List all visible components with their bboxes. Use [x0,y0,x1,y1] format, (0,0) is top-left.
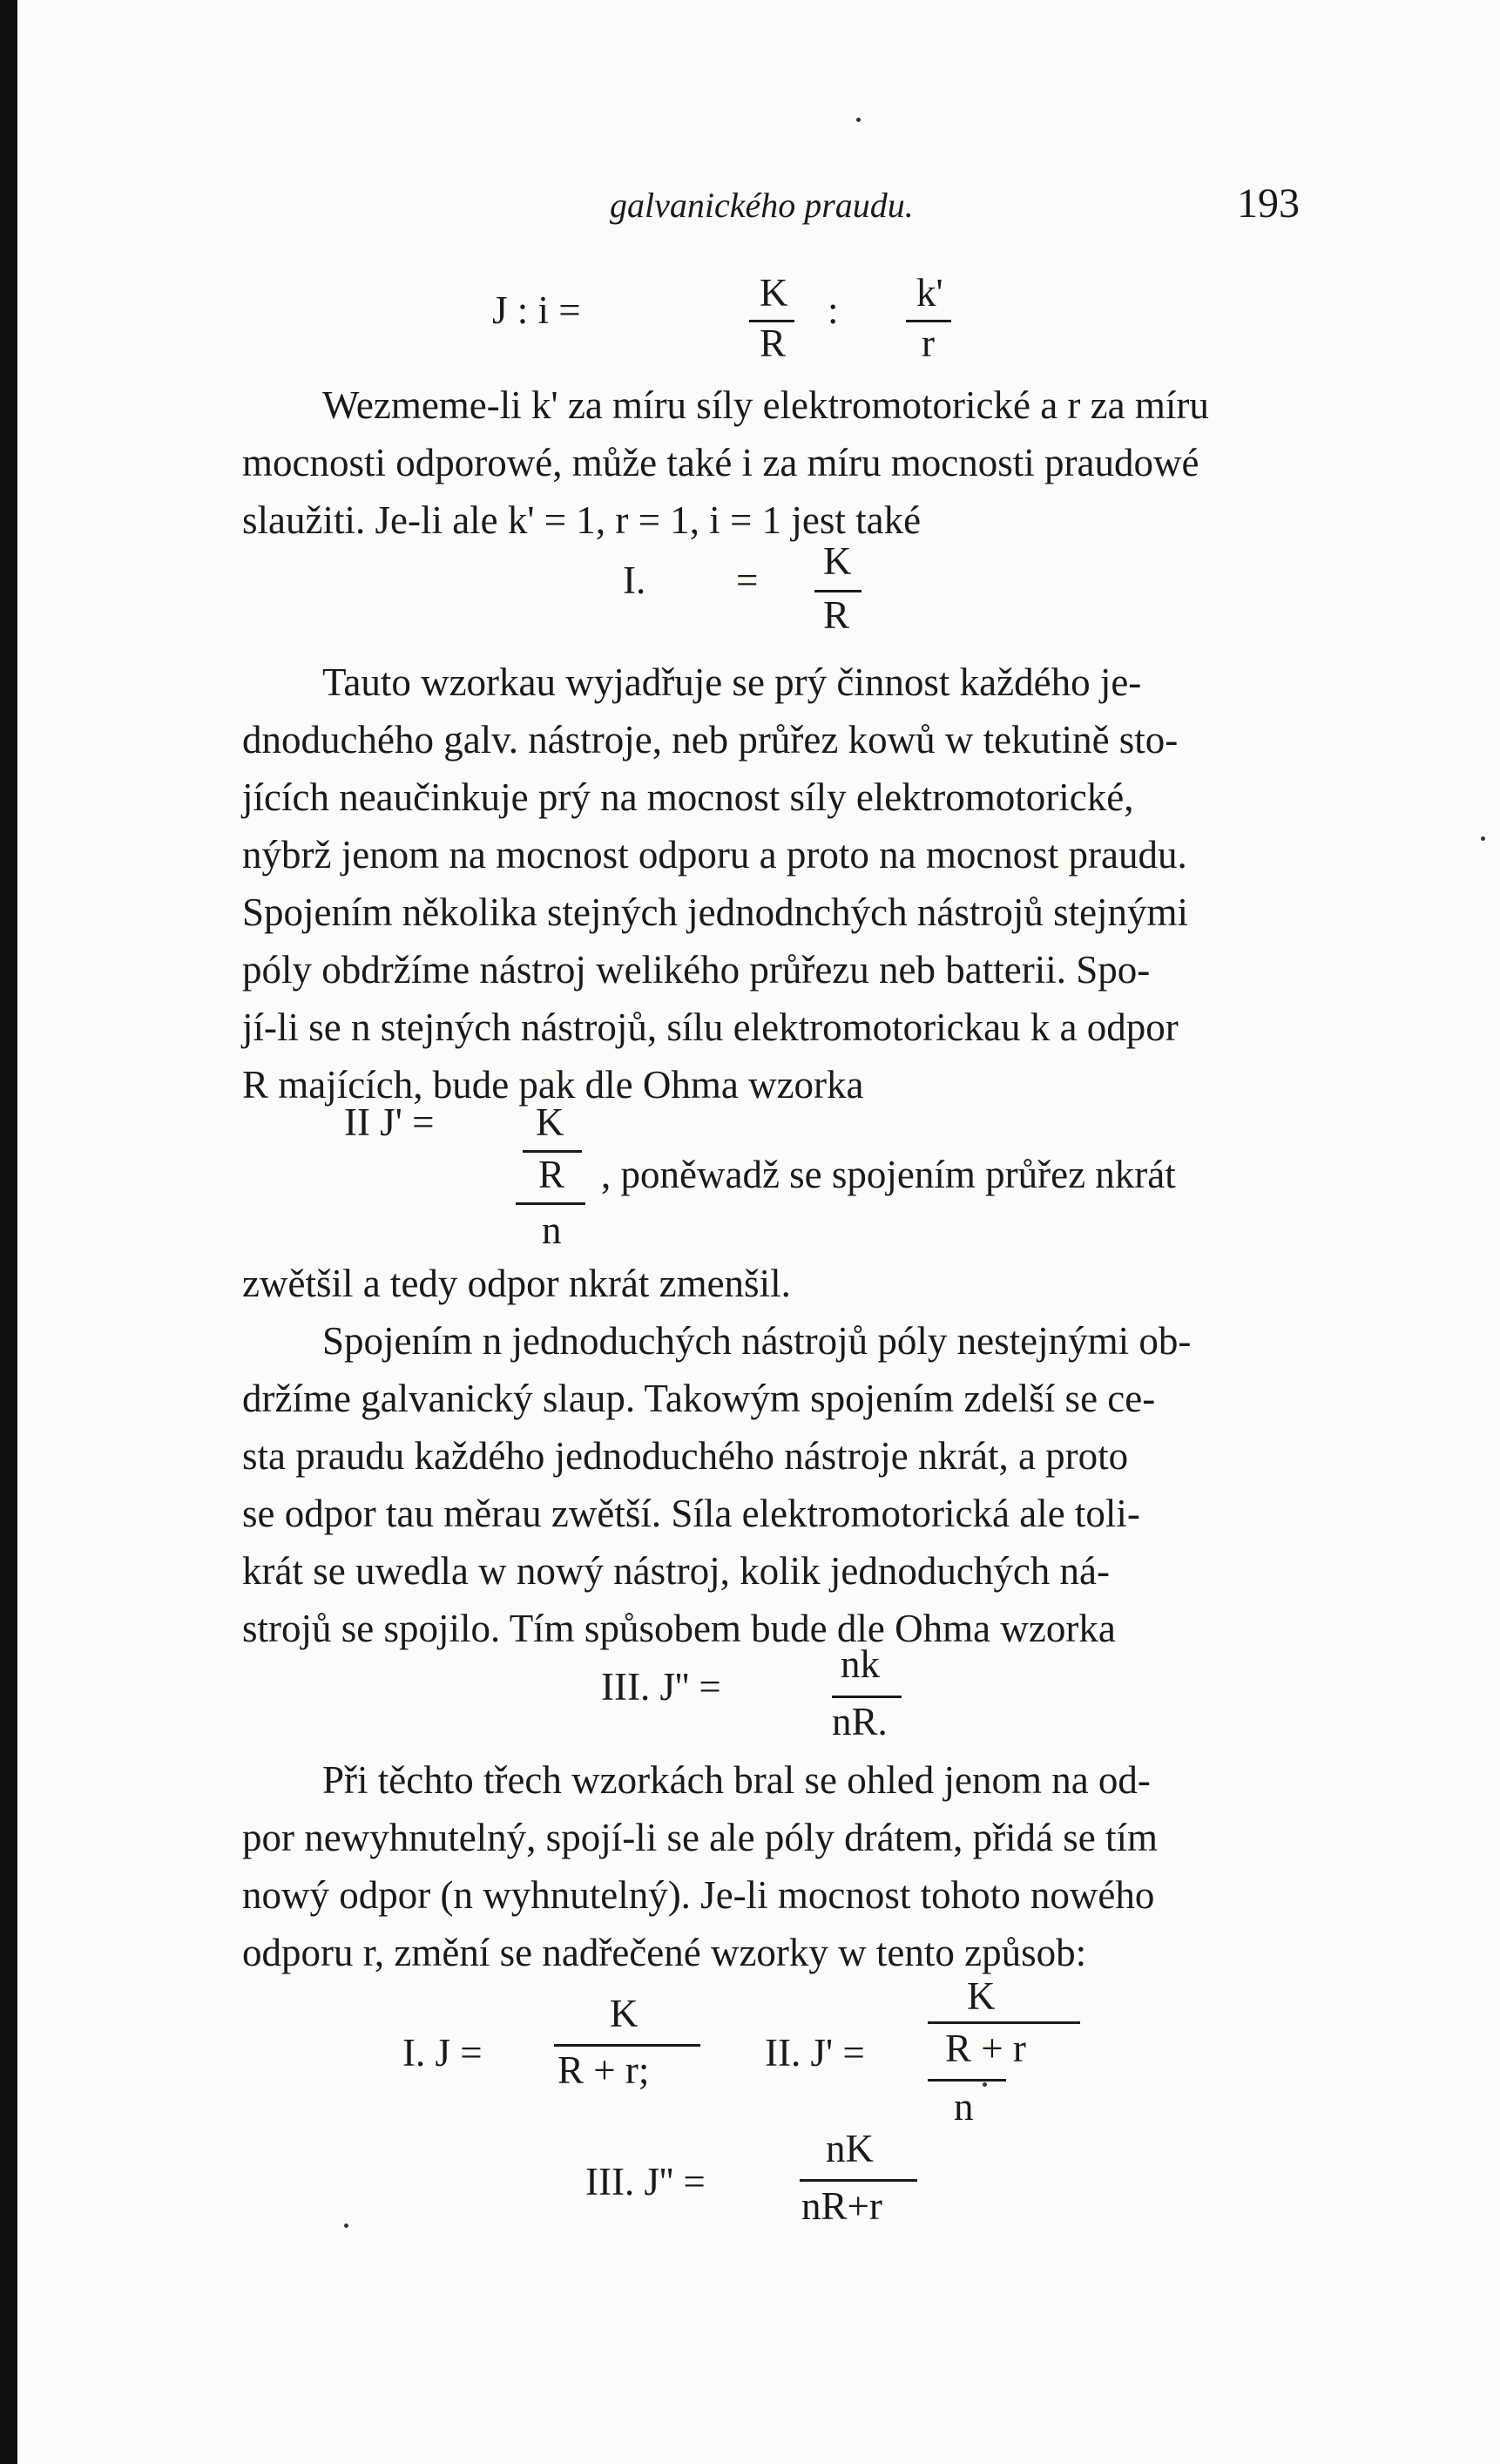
final-formula-III-label: III. J'' = [585,2160,706,2203]
text-line: nýbrž jenom na mocnost odporu a proto na mocnost praudu. [242,833,1187,877]
formula-ratio-den2: r [922,322,935,365]
final-formula-II-label: II. J' = [765,2031,865,2075]
text-line: se odpor tau měrau zwětší. Síla elektromotorická ale toli- [242,1492,1140,1535]
formula-I-label: I. [623,558,646,602]
formula-ratio-num2: k' [916,271,943,315]
running-title: galvanického praudu. [610,186,914,225]
formula-III-den: nR. [832,1700,888,1743]
text-line: jí-li se n stejných nástrojů, sílu elektromotorickau k a odpor [242,1005,1179,1049]
fraction-bar [516,1202,585,1205]
fraction-bar [554,2044,700,2047]
text-line: póly obdržíme nástroj welikého průřezu neb batterii. Spo- [242,948,1151,992]
final-formula-II-num: K [967,1974,996,2018]
final-formula-II-den: n [954,2085,974,2129]
formula-II-inner-den: R [538,1153,565,1196]
final-formula-I-den: R + r; [557,2048,650,2092]
fraction-bar [832,1696,902,1698]
print-speck [856,118,861,122]
final-formula-III-num: nK [826,2127,874,2170]
text-line: Spojením n jednoduchých nástrojů póly nestejnými ob- [322,1319,1192,1363]
formula-ratio-colon: : [828,288,839,332]
formula-I-num: K [823,539,852,583]
paragraph-2 [242,653,1314,1114]
formula-I-eq: = [736,558,759,602]
text-line: slaužiti. Je-li ale k' = 1, r = 1, i = 1 jest také [242,498,922,542]
fraction-bar [928,2079,1006,2082]
text-line: odporu r, změní se nadřečené wzorky w tento způsob: [242,1931,1087,1974]
formula-II-num: K [536,1100,564,1144]
text-line: Wezmeme-li k' za míru síly elektromotorické a r za míru [322,383,1209,427]
text-line: mocnosti odporowé, může také i za míru mocnosti praudowé [242,441,1199,484]
book-spine-edge [0,0,17,2464]
formula-I-den: R [823,593,850,637]
text-line: jících neaučinkuje prý na mocnost síly elektromotorické, [242,775,1134,819]
fraction-bar [928,2021,1080,2024]
formula-III-label: III. J'' = [601,1665,721,1709]
text-line: držíme galvanický slaup. Takowým spojením zdelší se ce- [242,1377,1156,1420]
text-line: R majících, bude pak dle Ohma wzorka [242,1063,864,1107]
final-formula-III-den: nR+r [801,2184,882,2228]
page-number: 193 [1237,180,1300,227]
text-line: Při těchto třech wzorkách bral se ohled jenom na od- [322,1758,1151,1802]
text-line: dnoduchého galv. nástroje, neb průřez kowů w tekutině sto- [242,718,1179,762]
final-formula-II-inner-den: R + r [945,2027,1026,2070]
text-line: nowý odpor (n wyhnutelný). Je-li mocnost tohoto nowého [242,1873,1155,1917]
print-speck [344,2224,348,2228]
text-line: sta praudu každého jednoduchého nástroje nkrát, a proto [242,1434,1129,1478]
text-line: zwětšil a tedy odpor nkrát zmenšil. [242,1262,791,1305]
formula-ratio-den1: R [760,322,787,365]
text-line: Spojením několika stejných jednodnchých nástrojů stejnými [242,890,1189,934]
formula-II-label: II J' = [344,1100,435,1144]
text-line: strojů se spojilo. Tím spůsobem bude dle Ohma wzorka [242,1607,1116,1650]
formula-II-den: n [542,1208,562,1252]
final-formula-I-label: I. J = [402,2031,483,2075]
fraction-bar [800,2179,917,2182]
paragraph-4 [242,1751,1314,1981]
formula-ratio-num1: K [760,271,788,315]
formula-III-num: nk [841,1642,880,1686]
formula-ratio-lhs: J : i = [492,288,581,332]
book-page [17,0,1500,2464]
text-line: Tauto wzorkau wyjadřuje se prý činnost každého je- [322,660,1142,704]
text-line: por newyhnutelný, spojí-li se ale póly drátem, přidá se tím [242,1816,1159,1859]
text-line: krát se uwedla w nowý nástroj, kolik jednoduchých ná- [242,1549,1110,1593]
formula-II-after: , poněwadž se spojením průřez nkrát [601,1153,1176,1196]
final-formula-I-num: K [610,1992,639,2035]
paragraph-3 [242,1255,1314,1657]
paragraph-1 [242,376,1314,549]
print-speck [983,2082,987,2087]
print-speck [1481,836,1485,841]
